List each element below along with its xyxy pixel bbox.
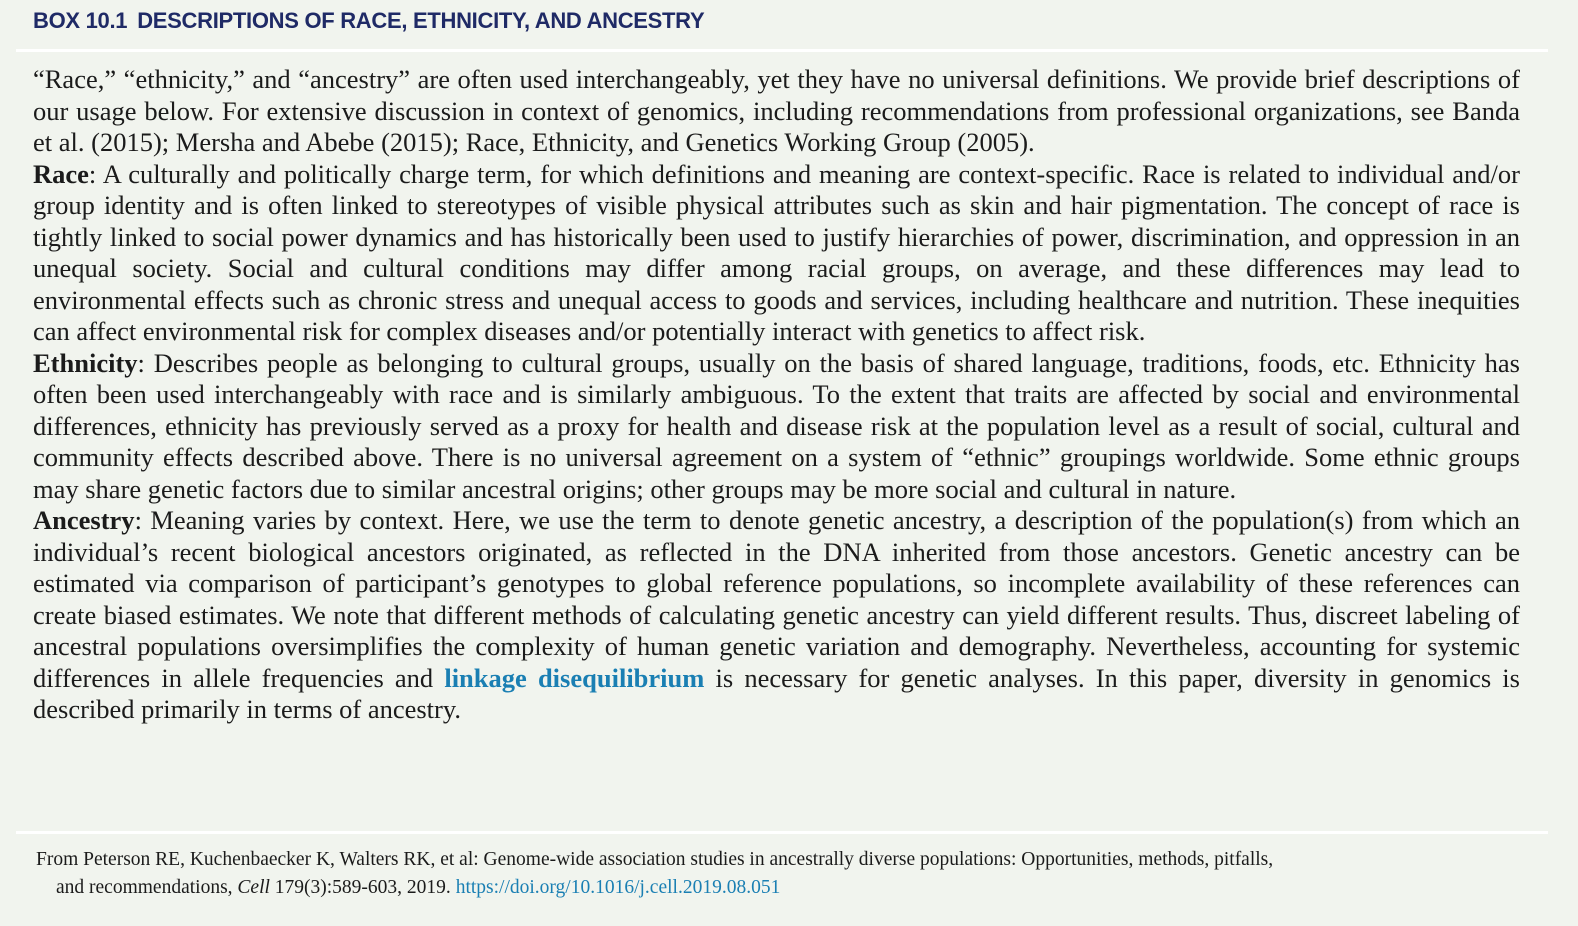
citation-line-1: From Peterson RE, Kuchenbaecker K, Walters RK, et al: Genome-wide association studies in ancestrally diverse populations: Opportunities, methods, pitfalls, bbox=[36, 849, 1274, 870]
doi-link[interactable]: https://doi.org/10.1016/j.cell.2019.08.051 bbox=[455, 877, 781, 898]
box-body bbox=[33, 64, 1520, 726]
definition-ancestry bbox=[33, 505, 1520, 726]
definition-ancestry-text-end: is necessary for genetic analyses. In this paper, diversity in genomics is described primarily in terms of ancestry. bbox=[33, 662, 1520, 724]
definition-ethnicity-text: : Describes people as belonging to cultural groups, usually on the basis of shared language, traditions, foods, etc. Ethnicity has often been used interchangeably with race and is similarly ambiguous. To the extent that traits are affected by social and environmental differences, ethnicity has previously served as a proxy for health and disease risk at the population level as a result of social, cultural and community effects described above. There is no universal agreement on a system of “ethnic” groupings worldwide. Some ethnic groups may share genetic factors due to similar ancestral origins; other groups may be more social and cultural in nature. bbox=[33, 347, 1520, 504]
box-number: BOX 10.1 bbox=[33, 8, 128, 33]
citation-journal: Cell bbox=[237, 877, 270, 898]
source-citation bbox=[36, 846, 1536, 902]
box-title: DESCRIPTIONS OF RACE, ETHNICITY, AND ANCESTRY bbox=[137, 8, 705, 33]
term-race: Race bbox=[33, 158, 89, 189]
citation-volume: 179(3):589-603, 2019. bbox=[269, 877, 456, 898]
citation-title-end: and recommendations, bbox=[56, 877, 238, 898]
definition-ancestry-text: : Meaning varies by context. Here, we use the term to denote genetic ancestry, a description of the population(s) from which an individual’s recent biological ancestors originated, as reflected in the DNA inherited from those ancestors. Genetic ancestry can be estimated via comparison of participant’s genotypes to global reference populations, so incomplete availability of these references can create biased estimates. We note that different methods of calculating genetic ancestry can yield different results. Thus, discreet labeling of ancestral populations oversimplifies the complexity of human genetic variation and demography. Nevertheless, accounting for systemic differences in allele frequencies and bbox=[33, 505, 1520, 693]
definition-ethnicity bbox=[33, 348, 1520, 506]
box-heading bbox=[33, 8, 704, 34]
term-ancestry: Ancestry bbox=[33, 505, 135, 535]
citation-line-2 bbox=[36, 874, 1536, 902]
footer-divider bbox=[16, 831, 1548, 834]
definition-race-text: : A culturally and politically charge term, for which definitions and meaning are context-specific. Race is related to individual and/or group identity and is often linked to stereotypes of visible physical attributes such as skin and hair pigmentation. The concept of race is tightly linked to social power dynamics and has historically been used to justify hierarchies of power, discrimination, and oppression in an unequal society. Social and cultural conditions may differ among racial groups, on average, and these differences may lead to environmental effects such as chronic stress and unequal access to goods and services, including healthcare and nutrition. These inequities can affect environmental risk for complex diseases and/or potentially interact with genetics to affect risk. bbox=[33, 158, 1520, 346]
linkage-disequilibrium-link[interactable]: linkage disequilibrium bbox=[444, 662, 705, 693]
term-ethnicity: Ethnicity bbox=[33, 347, 138, 378]
intro-paragraph: “Race,” “ethnicity,” and “ancestry” are often used interchangeably, yet they have no universal definitions. We provide brief descriptions of our usage below. For extensive discussion in context of genomics, including recommendations from professional organizations, see Banda et al. (2015); Mersha and Abebe (2015); Race, Ethnicity, and Genetics Working Group (2005). bbox=[33, 64, 1520, 157]
heading-divider bbox=[16, 49, 1548, 52]
definition-race bbox=[33, 159, 1520, 348]
